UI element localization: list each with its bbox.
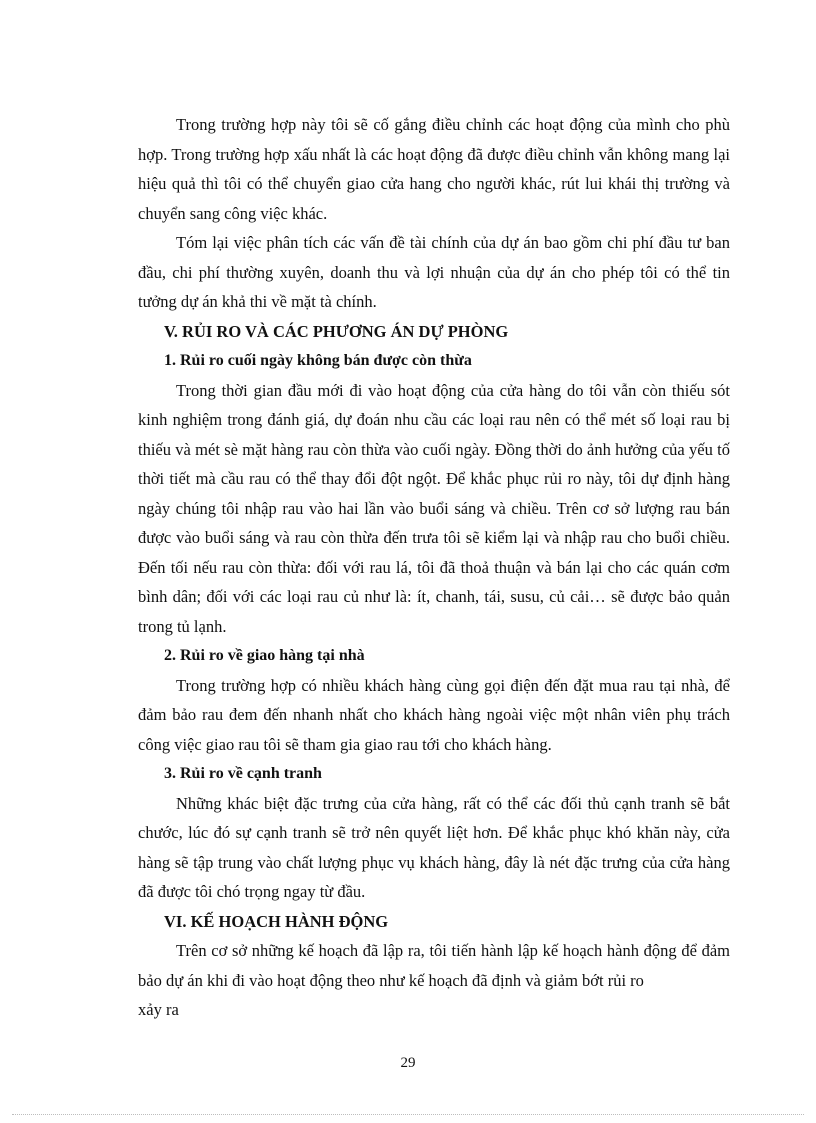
body-paragraph: Những khác biệt đặc trưng của cửa hàng, rất có thể các đối thủ cạnh tranh sẽ bắt chước, lúc đó sự cạnh tranh sẽ trở nên quyết liệt hơn. Để khắc phục khó khăn này, cửa hàng sẽ tập trung vào chất lượng phục vụ khách hàng, đây là nét đặc trưng của cửa hàng đã được tôi chó trọng ngay từ đầu. xyxy=(138,793,730,901)
section-heading: V. RỦI RO VÀ CÁC PHƯƠNG ÁN DỰ PHÒNG xyxy=(164,321,509,341)
body-paragraph: Trên cơ sở những kế hoạch đã lập ra, tôi tiến hành lập kế hoạch hành động để đảm bảo dự án khi đi vào hoạt động theo như kế hoạch đã định và giảm bớt rủi ro xyxy=(138,941,730,990)
subsection-heading: 3. Rủi ro về cạnh tranh xyxy=(164,765,322,782)
body-paragraph: Trong trường hợp này tôi sẽ cố gắng điều chỉnh các hoạt động của mình cho phù hợp. Trong trường hợp xấu nhất là các hoạt động đã được điều chỉnh vẫn không mang lại hiệu quả thì tôi có thể chuyển giao cửa hang cho người khác, rút lui khái thị trường và chuyển sang công việc khác. xyxy=(138,115,730,223)
subsection-heading: 1. Rủi ro cuối ngày không bán được còn thừa xyxy=(164,352,472,369)
document-page xyxy=(138,110,730,1025)
body-paragraph: Trong thời gian đầu mới đi vào hoạt động của cửa hàng do tôi vẫn còn thiếu sót kinh nghiệm trong đánh giá, dự đoán nhu cầu các loại rau nên có thể mét số loại rau bị thiếu và mét sè mặt hàng rau còn thừa vào cuối ngày. Đồng thời do ảnh hưởng của yếu tố thời tiết mà cầu rau có thể thay đổi đột ngột. Để khắc phục rủi ro này, tôi dự định hàng ngày chúng tôi nhập rau vào hai lần vào buổi sáng và chiều. Trên cơ sở lượng rau bán được vào buổi sáng và rau còn thừa đến trưa tôi sẽ kiểm lại và nhập rau cho buổi chiều. Đến tối nếu rau còn thừa: đối với rau lá, tôi đã thoả thuận và bán lại cho các quán cơm bình dân; đối với các loại rau củ như là: ít, chanh, tái, susu, củ cải… sẽ được bảo quản trong tủ lạnh. xyxy=(138,380,730,636)
body-paragraph: Tóm lại việc phân tích các vấn đề tài chính của dự án bao gồm chi phí đầu tư ban đầu, chi phí thường xuyên, doanh thu và lợi nhuận của dự án cho phép tôi có thể tin tưởng dự án khả thi về mặt tà chính. xyxy=(138,233,730,311)
subsection-heading: 2. Rủi ro về giao hàng tại nhà xyxy=(164,647,365,664)
section-heading: VI. KẾ HOẠCH HÀNH ĐỘNG xyxy=(164,911,389,931)
body-paragraph-end: xảy ra xyxy=(138,1000,179,1019)
footer-divider xyxy=(12,1114,804,1115)
page-number: 29 xyxy=(400,1055,416,1071)
body-paragraph: Trong trường hợp có nhiều khách hàng cùng gọi điện đến đặt mua rau tại nhà, để đảm bảo rau đem đến nhanh nhất cho khách hàng ngoài việc một nhân viên phụ trách công việc giao rau tôi sẽ tham gia giao rau tới cho khách hàng. xyxy=(138,675,730,754)
